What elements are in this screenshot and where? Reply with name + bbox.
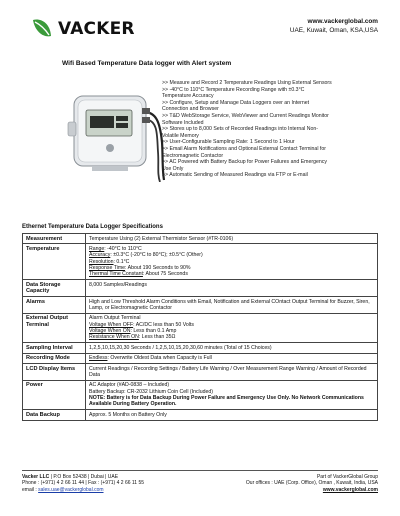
recording-key: Endless	[89, 355, 108, 362]
footer-divider	[22, 470, 378, 471]
table-row	[23, 313, 378, 342]
spec-value	[86, 313, 378, 342]
feature-line: Temperature Accuracy	[162, 93, 214, 100]
feature-line: Electromagnetic Contactor	[162, 152, 224, 159]
feature-line: >> Email Alarm Notifications and Optional External Contact Terminal for	[162, 145, 326, 152]
table-row	[23, 234, 378, 244]
spec-key: Recording Mode	[23, 353, 86, 363]
accuracy-key: Accuracy	[89, 252, 111, 259]
footer-address: | P.O Box 52438 | Dubai | UAE	[49, 474, 119, 480]
spec-key: Temperature	[23, 244, 86, 280]
table-row	[23, 296, 378, 313]
feature-line: >> AC Powered with Battery Backup for Power Failures and Emergency	[162, 159, 327, 166]
range-value: : -40°C to 110°C	[104, 246, 142, 253]
footer-company: Vacker LLC	[22, 474, 50, 480]
header-website[interactable]: www.vackerglobal.com	[307, 18, 378, 25]
feature-line: >> T&D WebStorage Service, WebViewer and Current Readings Monitor	[162, 112, 329, 119]
spec-value: Temperature Using (2) External Thermistor Sensor (#TR-0106)	[86, 234, 378, 244]
spec-value	[86, 380, 378, 409]
table-row	[23, 364, 378, 381]
footer-offices: Our offices : UAE (Corp. Office), Oman , Kuwait, India, USA	[245, 480, 378, 487]
footer-left	[22, 474, 144, 493]
feature-line: Use Only	[162, 165, 184, 172]
spec-title: Ethernet Temperature Data Logger Specifications	[22, 224, 163, 230]
leaf-logo-icon	[30, 16, 54, 40]
spec-value: Current Readings / Recording Settings / Battery Life Warning / Over Measurement Range Warning / Amount of Recorded Data	[86, 364, 378, 381]
range-key: Range	[89, 246, 105, 253]
external-line1: Alarm Output Terminal	[89, 315, 141, 322]
resistance-key: Resistance When ON	[89, 334, 139, 341]
feature-line: >> Configure, Setup and Manage Data Loggers over an Internet	[162, 99, 310, 106]
response-value: : About 190 Seconds to 90%	[125, 264, 191, 271]
feature-line: Software Included	[162, 119, 204, 126]
spec-key: Power	[23, 380, 86, 409]
table-row	[23, 244, 378, 280]
recording-value: : Overwrite Oldest Data when Capacity is Full	[107, 355, 212, 362]
feature-line: Volatile Memory	[162, 132, 199, 139]
footer-right	[246, 474, 378, 493]
table-row	[23, 380, 378, 409]
feature-line: Connection and Browser	[162, 106, 219, 113]
spec-key: Data Backup	[23, 410, 86, 420]
accuracy-value: : ±0.3°C (-20°C to 80°C); ±0.5°C (Other)	[110, 252, 203, 259]
voltage-key: Voltage When OFF	[89, 321, 134, 328]
feature-list	[162, 80, 362, 179]
footer-website-link[interactable]: www.vackerglobal.com	[322, 486, 378, 493]
voltage-value: : AC/DC less than 50 Volts	[133, 321, 194, 328]
footer-email-link[interactable]: sales.uae@vackerglobal.com	[38, 486, 104, 493]
thermal-key: Thermal Time Constant	[89, 271, 143, 278]
resolution-key: Resolution	[89, 258, 114, 265]
header-locations: UAE, Kuwait, Oman, KSA,USA	[289, 27, 378, 34]
table-row	[23, 280, 378, 297]
power-line1: AC Adaptor (#AD-0838 – Included)	[89, 382, 170, 389]
spec-key: External Output Terminal	[23, 313, 86, 342]
response-key: Response Time	[89, 264, 126, 271]
vacker-logo	[30, 16, 140, 40]
spec-key: Data Storage Capacity	[23, 280, 86, 297]
feature-line: >> User-Configurable Sampling Rate: 1 Second to 1 Hour	[162, 139, 295, 146]
current-key: Voltage When ON	[89, 327, 131, 334]
spec-key: Sampling Interval	[23, 343, 86, 353]
thermal-value: : About 75 Seconds	[142, 271, 188, 278]
spec-table	[22, 233, 378, 421]
spec-key: Alarms	[23, 296, 86, 313]
brand-name: VACKER	[58, 19, 135, 39]
feature-line: >> Automatic Sending of Measured Readings via FTP or E-mail	[162, 172, 308, 179]
footer-phone: Phone : (+971) 4 2 66 11 44 | Fax : (+971) 4 2 66 11 55	[22, 480, 145, 487]
resolution-value: : 0.1°C	[113, 258, 130, 265]
table-row	[23, 343, 378, 353]
power-line2: Battery Backup: CR-2032 Lithium Coin Cell (Included)	[89, 388, 213, 395]
resistance-value: : Less than 35Ω	[138, 334, 176, 341]
current-value: : Less than 0.1 Amp	[130, 327, 177, 334]
table-row	[23, 353, 378, 363]
spec-key: LCD Display Items	[23, 364, 86, 381]
spec-value	[86, 244, 378, 280]
spec-key: Measurement	[23, 234, 86, 244]
footer-email-label: email :	[22, 486, 39, 493]
spec-value: Approx. 5 Months on Battery Only	[86, 410, 378, 420]
power-note: NOTE: Battery is for Data Backup During Power Failure and Emergency Use Only. No Network Communications Available During Battery Operation.	[89, 395, 364, 408]
feature-line: >> Measure and Record 2 Temperature Readings Using External Sensors	[162, 80, 332, 86]
feature-line: >> -40°C to 110°C Temperature Recording Range with ±0.3°C	[162, 86, 305, 93]
table-row	[23, 410, 378, 420]
product-title: Wifi Based Temperature Data logger with Alert system	[62, 60, 232, 67]
feature-line: >> Stores up to 8,000 Sets of Recorded Readings into Internal Non-	[162, 126, 319, 133]
footer-group: Part of VackerGlobal Group	[316, 474, 378, 480]
header-contact	[290, 17, 378, 35]
data-logger-device-image	[56, 82, 166, 182]
spec-value	[86, 353, 378, 363]
spec-value: High and Low Threshold Alarm Conditions with Email, Notification and External COntact Output Terminal for Buzzer, Siren, Lamp, or Electromagnetic Contactor	[86, 296, 378, 313]
spec-value: 8,000 Samples/Readings	[86, 280, 378, 297]
spec-value: 1,2,5,10,15,20,30 Seconds / 1,2,5,10,15,20,30,60 minutes (Total of 15 Choices)	[86, 343, 378, 353]
